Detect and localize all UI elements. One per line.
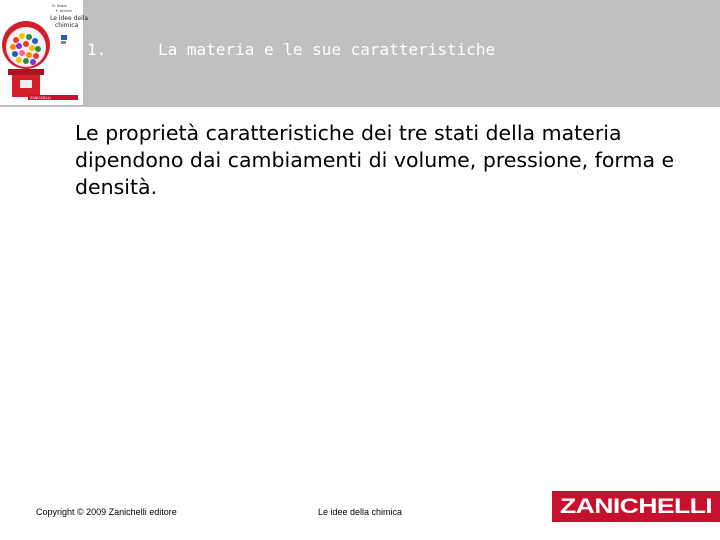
footer-book-title: Le idee della chimica <box>318 507 403 517</box>
publisher-logo: ZANICHELLI <box>552 491 720 522</box>
section-title: La materia e le sue caratteristiche <box>158 40 496 59</box>
footer-copyright: Copyright © 2009 Zanichelli editore <box>36 507 177 517</box>
book-cover-image <box>0 0 89 105</box>
cover-title: chimica <box>55 22 79 29</box>
cover-author: D. Nobis <box>52 4 67 8</box>
cover-title: Le idee della <box>50 15 89 22</box>
body-paragraph: Le proprietà caratteristiche dei tre stati della materia dipendono dai cambiamenti di volume, pressione, forma e densità. <box>75 121 675 199</box>
cover-publisher: ZANICHELLI <box>30 96 51 100</box>
cover-author: P. Arduini <box>56 9 73 13</box>
section-number: 1. <box>87 40 107 59</box>
